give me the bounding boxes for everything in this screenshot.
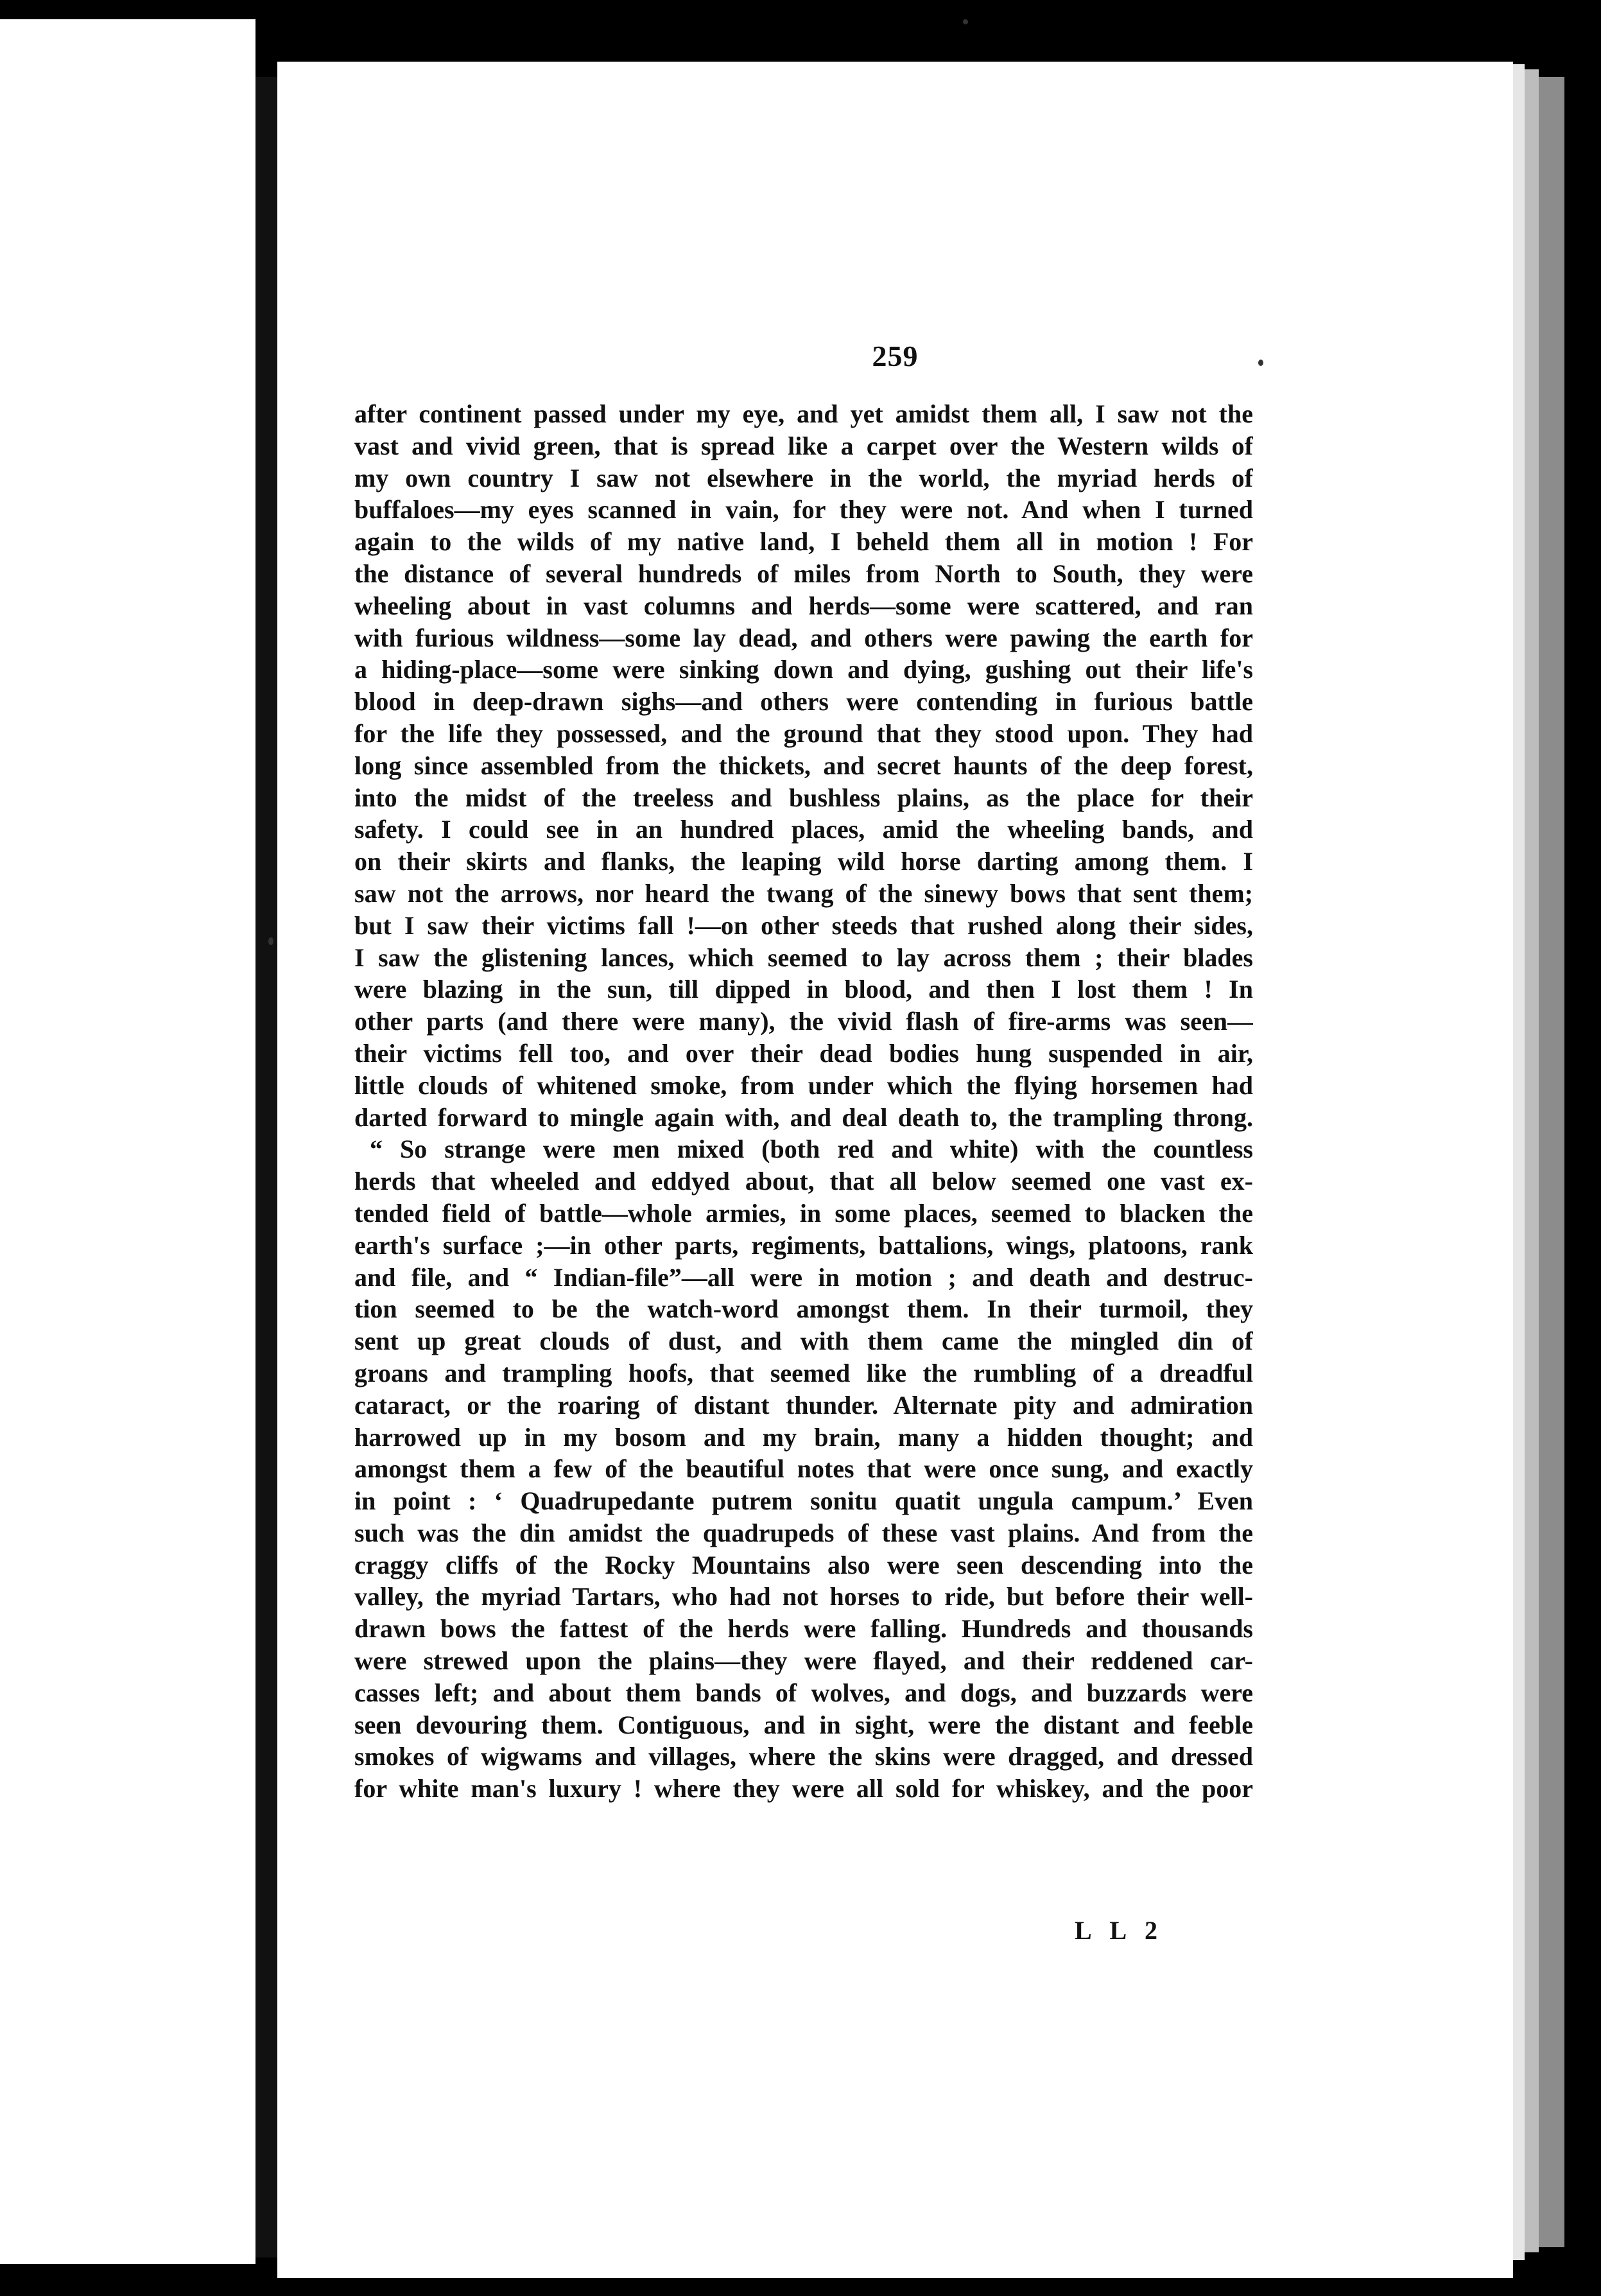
- text-line: the distance of several hundreds of miles from North to South, they were: [354, 559, 1253, 588]
- text-line: other parts (and there were many), the vivid flash of fire-arms was seen—: [354, 1007, 1253, 1036]
- page-edge: [1539, 77, 1564, 2247]
- text-line: on their skirts and flanks, the leaping wild horse darting among them. I: [354, 847, 1253, 876]
- text-line: their victims fell too, and over their dead bodies hung suspended in air,: [354, 1038, 1253, 1068]
- ink-speck: [268, 937, 273, 945]
- text-line: seen devouring them. Contiguous, and in sight, were the distant and feeble: [354, 1710, 1253, 1739]
- text-line: craggy cliffs of the Rocky Mountains also were seen descending into the: [354, 1550, 1253, 1579]
- text-line: amongst them a few of the beautiful notes that were once sung, and exactly: [354, 1454, 1253, 1484]
- text-line: smokes of wigwams and villages, where the skins were dragged, and dressed: [354, 1742, 1253, 1771]
- text-line: vast and vivid green, that is spread like a carpet over the Western wilds of: [354, 431, 1253, 460]
- text-line: herds that wheeled and eddyed about, that all below seemed one vast ex-: [354, 1167, 1253, 1196]
- text-line: and file, and “ Indian-file”—all were in motion ; and death and destruc-: [354, 1262, 1253, 1292]
- text-line: casses left; and about them bands of wolves, and dogs, and buzzards were: [354, 1678, 1253, 1707]
- text-line: saw not the arrows, nor heard the twang of the sinewy bows that sent them;: [354, 878, 1253, 908]
- text-line: darted forward to mingle again with, and deal death to, the trampling throng.: [354, 1102, 1253, 1132]
- text-line: cataract, or the roaring of distant thunder. Alternate pity and admiration: [354, 1390, 1253, 1420]
- text-line: drawn bows the fattest of the herds were falling. Hundreds and thousands: [354, 1614, 1253, 1644]
- text-line: sent up great clouds of dust, and with them came the mingled din of: [354, 1326, 1253, 1356]
- text-line: were blazing in the sun, till dipped in blood, and then I lost them ! In: [354, 975, 1253, 1004]
- text-line: such was the din amidst the quadrupeds of these vast plains. And from the: [354, 1518, 1253, 1547]
- text-line-paragraph-start: “ So strange were men mixed (both red and white) with the countless: [370, 1135, 1253, 1164]
- text-line: but I saw their victims fall !—on other steeds that rushed along their sides,: [354, 910, 1253, 940]
- text-line: buffaloes—my eyes scanned in vain, for they were not. And when I turned: [354, 495, 1253, 525]
- text-line: into the midst of the treeless and bushless plains, as the place for their: [354, 783, 1253, 812]
- page-edge: [1513, 64, 1525, 2260]
- text-line: after continent passed under my eye, and yet amidst them all, I saw not the: [354, 399, 1253, 428]
- page-number: 259: [872, 340, 919, 372]
- text-line: for the life they possessed, and the ground that they stood upon. They had: [354, 718, 1253, 748]
- text-line: a hiding-place—some were sinking down and dying, gushing out their life's: [354, 655, 1253, 684]
- text-line: again to the wilds of my native land, I beheld them all in motion ! For: [354, 527, 1253, 557]
- text-line: tion seemed to be the watch-word amongst them. In their turmoil, they: [354, 1294, 1253, 1324]
- text-line: little clouds of whitened smoke, from under which the flying horsemen had: [354, 1070, 1253, 1100]
- text-line: were strewed upon the plains—they were flayed, and their reddened car-: [354, 1646, 1253, 1676]
- ink-speck: [1258, 360, 1263, 366]
- text-line: long since assembled from the thickets, and secret haunts of the deep forest,: [354, 751, 1253, 780]
- text-line: for white man's luxury ! where they were all sold for whiskey, and the poor: [354, 1774, 1253, 1804]
- text-line: with furious wildness—some lay dead, and others were pawing the earth for: [354, 623, 1253, 652]
- text-line: valley, the myriad Tartars, who had not horses to ride, but before their well-: [354, 1582, 1253, 1612]
- ink-speck: [963, 19, 968, 24]
- signature-mark: L L 2: [1075, 1916, 1164, 1945]
- text-line: blood in deep-drawn sighs—and others were contending in furious battle: [354, 687, 1253, 717]
- page-body: [354, 398, 1253, 1805]
- text-line: groans and trampling hoofs, that seemed like the rumbling of a dreadful: [354, 1358, 1253, 1387]
- page-edge: [1525, 69, 1539, 2252]
- text-line: my own country I saw not elsewhere in the world, the myriad herds of: [354, 463, 1253, 492]
- text-line: I saw the glistening lances, which seemed to lay across them ; their blades: [354, 943, 1253, 972]
- facing-page: [0, 19, 255, 2264]
- text-line: safety. I could see in an hundred places, amid the wheeling bands, and: [354, 815, 1253, 844]
- book-gutter: [255, 77, 277, 2257]
- text-line: in point : ‘ Quadrupedante putrem sonitu quatit ungula campum.’ Even: [354, 1486, 1253, 1516]
- text-line: tended field of battle—whole armies, in some places, seemed to blacken the: [354, 1198, 1253, 1228]
- text-line: earth's surface ;—in other parts, regiments, battalions, wings, platoons, rank: [354, 1230, 1253, 1260]
- text-line: wheeling about in vast columns and herds—some were scattered, and ran: [354, 591, 1253, 620]
- text-line: harrowed up in my bosom and my brain, many a hidden thought; and: [354, 1422, 1253, 1452]
